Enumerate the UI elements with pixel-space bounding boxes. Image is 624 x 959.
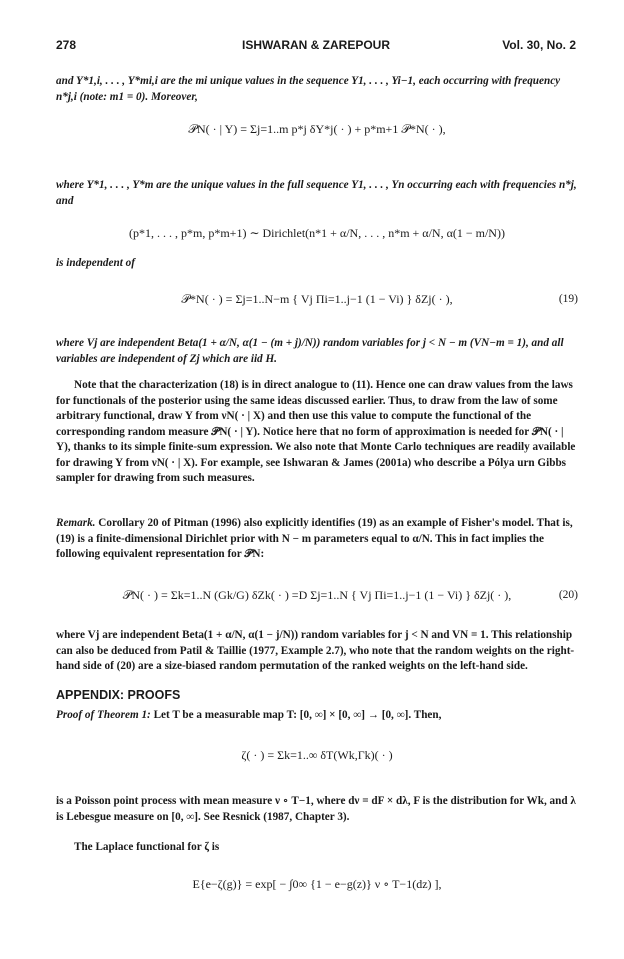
paragraph-mean-measure: is a Poisson point process with mean measure ν ∘ T−1, where dν = dF × dλ, F is the distribution for Wk, and λ is Lebesgue measure on [0, ∞]. See Resnick (1987, Chapter 3).	[56, 795, 576, 823]
paragraph-size-biased: where Vj are independent Beta(1 + α/N, α(1 − j/N)) random variables for j < N and VN = 1. This relationship can also be deduced from Patil & Taillie (1977, Example 2.7), who note that the random weights on the right-hand side of (20) are a size-biased random permutation of the ranked weights on the left-hand side.	[56, 629, 575, 672]
running-header	[56, 38, 576, 54]
appendix-heading: APPENDIX: PROOFS	[56, 688, 181, 702]
equation-posterior-measure	[56, 118, 578, 140]
proof-text: Let T be a measurable map T: [0, ∞] × [0, ∞] → [0, ∞]. Then,	[150, 709, 442, 721]
paragraph-full-sequence: where Y*1, . . . , Y*m are the unique values in the full sequence Y1, . . . , Yn occurring each with frequencies n*j, and	[56, 179, 577, 207]
paragraph-laplace-functional: The Laplace functional for ζ is	[74, 841, 220, 853]
equation-text: (p*1, . . . , p*m, p*m+1) ∼ Dirichlet(n*1 + α/N, . . . , n*m + α/N, α(1 − m/N))	[129, 225, 505, 240]
equation-text: 𝒫N( · | Y) = Σj=1..m p*j δY*j( · ) + p*m+1 𝒫*N( · ),	[188, 121, 446, 136]
equation-laplace	[56, 870, 578, 898]
paragraph-characterization: Note that the characterization (18) is in direct analogue to (11). Hence one can draw values from the laws for functionals of the posterior using the same ideas discussed earlier. Thus, to draw from the law of some arbitrary functional, draw Y from νN( · | X) and then use this value to compute the functional of the corresponding random measure 𝒫N( · | Y). Notice here that no form of approximation is needed for 𝒫N( · | Y), thanks to its simple finite-sum expression. We also note that Monte Carlo techniques are readily available for drawing Y from νN( · | X). For example, see Ishwaran & James (2001a) who describe a Pólya urn Gibbs sampler for drawing from such measures.	[56, 379, 576, 484]
paragraph-unique-values: and Y*1,i, . . . , Y*mi,i are the mi unique values in the sequence Y1, . . . , Yi−1, each occurring with frequency n*j,i (note: m1 = 0). Moreover,	[56, 75, 561, 103]
equation-19	[56, 286, 578, 312]
equation-number-19: (19)	[558, 293, 578, 305]
proof-label: Proof of Theorem 1:	[56, 709, 151, 721]
volume-info: Vol. 30, No. 2	[502, 38, 576, 52]
equation-number-20: (20)	[558, 589, 578, 601]
equation-20	[56, 582, 578, 608]
remark-text: Corollary 20 of Pitman (1996) also explicitly identifies (19) as an example of Fisher's model. That is, (19) is a finite-dimensional Dirichlet prior with N − m parameters equal to α/N. This in fact implies the following equivalent representation for 𝒫N:	[56, 517, 573, 560]
paragraph-independent-of: is independent of	[56, 257, 135, 269]
paragraph-beta-variables: where Vj are independent Beta(1 + α/N, α(1 − (m + j)/N)) random variables for j < N − m (VN−m = 1), and all variables are independent of Zj which are iid H.	[56, 337, 564, 365]
equation-text: E{e−ζ(g)} = exp[ − ∫0∞ {1 − e−g(z)} ν ∘ T−1(dz) ],	[192, 876, 442, 891]
running-title: ISHWARAN & ZAREPOUR	[241, 38, 390, 52]
equation-dirichlet	[56, 222, 578, 244]
equation-poisson-process	[56, 742, 578, 768]
equation-text: 𝒫*N( · ) = Σj=1..N−m { Vj Πi=1..j−1 (1 − Vi) } δZj( · ),	[181, 291, 453, 306]
remark-label: Remark.	[56, 517, 96, 529]
paragraph-remark	[56, 516, 578, 563]
equation-text: 𝒫N( · ) = Σk=1..N (Gk/G) δZk( · ) =D Σj=1..N { Vj Πi=1..j−1 (1 − Vi) } δZj( · ),	[122, 587, 512, 602]
paragraph-proof-theorem-1	[56, 708, 578, 724]
page-number: 278	[56, 38, 77, 52]
equation-text: ζ( · ) = Σk=1..∞ δT(Wk,Γk)( · )	[241, 747, 393, 762]
